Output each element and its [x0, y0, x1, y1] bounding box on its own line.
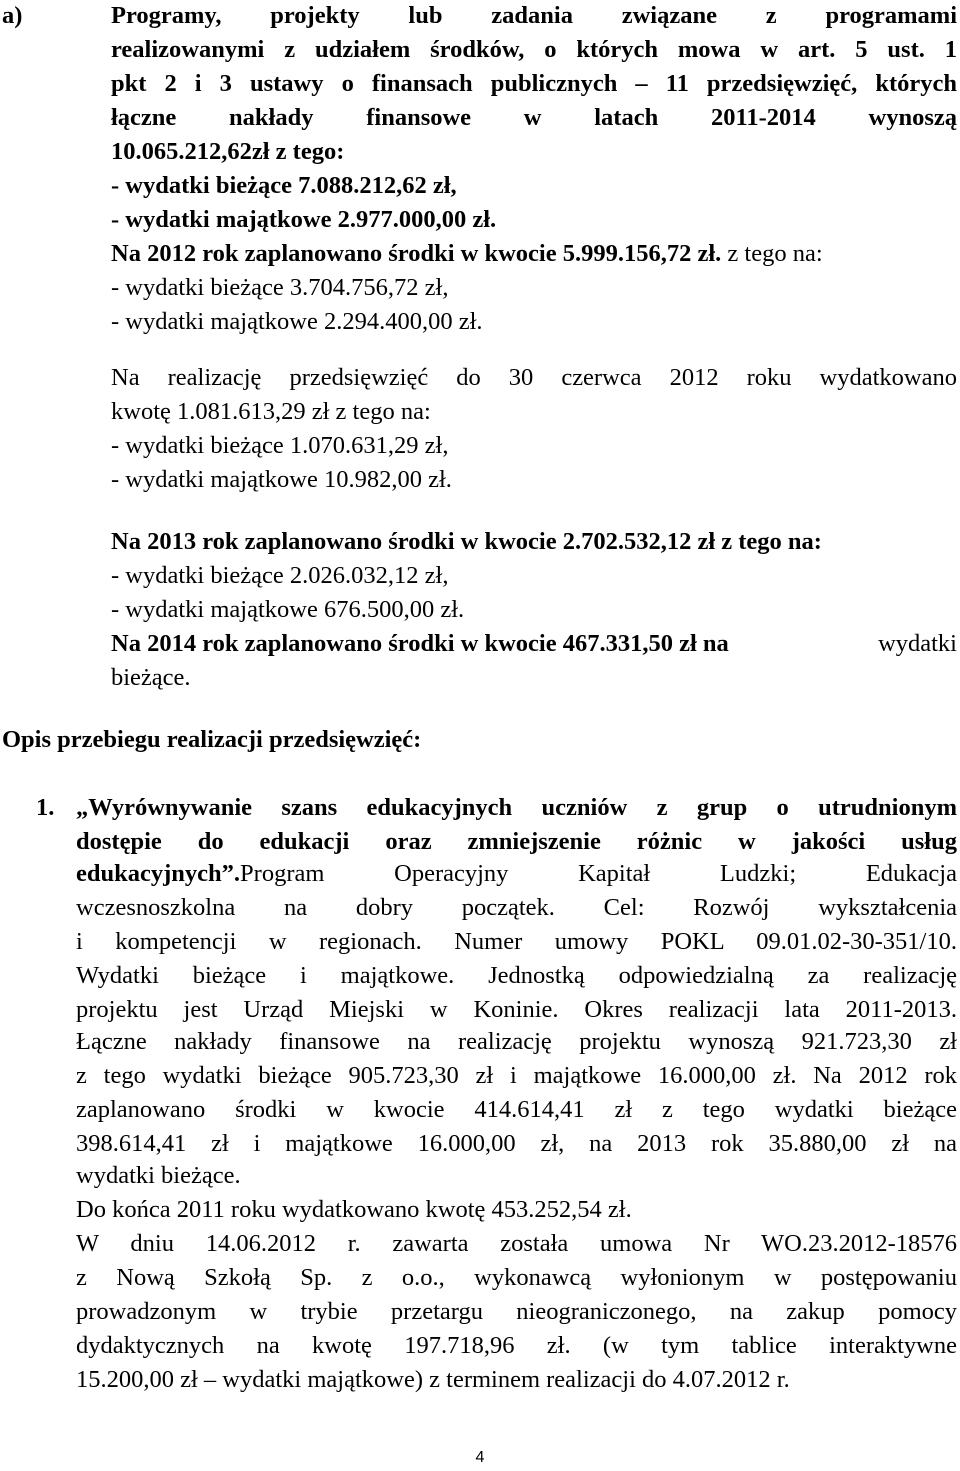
- plan-2013-item: - wydatki bieżące 2.026.032,12 zł,: [111, 562, 449, 589]
- item-body-line: zaplanowano środki w kwocie 414.614,41 zł z tego wydatki bieżące: [76, 1098, 957, 1123]
- section-a-line: Programy, projekty lub zadania związane z programami: [111, 4, 957, 29]
- item-body-line: 15.200,00 zł – wydatki majątkowe) z terminem realizacji do 4.07.2012 r.: [76, 1366, 790, 1393]
- section-a-line: - wydatki bieżące 7.088.212,62 zł,: [111, 172, 457, 199]
- plan-2013-head: Na 2013 rok zaplanowano środki w kwocie 2.702.532,12 zł z tego na:: [111, 528, 822, 555]
- plan-2012-head: Na 2012 rok zaplanowano środki w kwocie 5.999.156,72 zł.: [111, 240, 722, 267]
- item-body-line: Łączne nakłady finansowe na realizację projektu wynoszą 921.723,30 zł: [76, 1030, 957, 1055]
- section-heading: Opis przebiegu realizacji przedsięwzięć:: [2, 726, 422, 753]
- item-title-line: „Wyrównywanie szans edukacyjnych uczniów z grup o utrudnionym: [76, 796, 957, 821]
- item-program-text: Program Operacyjny Kapitał Ludzki; Edukacja: [240, 862, 957, 887]
- item-body-line: Do końca 2011 roku wydatkowano kwotę 453.252,54 zł.: [76, 1196, 632, 1223]
- item-body-line: dydaktycznych na kwotę 197.718,96 zł. (w tym tablice interaktywne: [76, 1334, 957, 1359]
- section-a-line: realizowanymi z udziałem środków, o których mowa w art. 5 ust. 1: [111, 38, 957, 63]
- exec-2012-line: kwotę 1.081.613,29 zł z tego na:: [111, 398, 431, 425]
- exec-2012-item: - wydatki majątkowe 10.982,00 zł.: [111, 466, 452, 493]
- section-a-line: pkt 2 i 3 ustawy o finansach publicznych – 11 przedsięwzięć, których: [111, 72, 957, 97]
- item-body-line: projektu jest Urząd Miejski w Koninie. Okres realizacji lata 2011-2013.: [76, 998, 957, 1023]
- item-body-line: Wydatki bieżące i majątkowe. Jednostką odpowiedzialną za realizację: [76, 964, 957, 989]
- item-body-line: prowadzonym w trybie przetargu nieograniczonego, na zakup pomocy: [76, 1300, 957, 1325]
- item-body-line: z tego wydatki bieżące 905.723,30 zł i majątkowe 16.000,00 zł. Na 2012 rok: [76, 1064, 957, 1089]
- plan-2014-line: [111, 632, 957, 657]
- item-title-end-line: [76, 862, 957, 892]
- item-body-line: wczesnoszkolna na dobry początek. Cel: Rozwój wykształcenia: [76, 896, 957, 921]
- item-body-line: W dniu 14.06.2012 r. zawarta została umowa Nr WO.23.2012-18576: [76, 1232, 957, 1257]
- item-body-line: z Nową Szkołą Sp. z o.o., wykonawcą wyłonionym w postępowaniu: [76, 1266, 957, 1291]
- page-number: 4: [475, 1449, 485, 1466]
- item-title-line: dostępie do edukacji oraz zmniejszenie różnic w jakości usług: [76, 830, 957, 855]
- plan-2014-line2: bieżące.: [111, 664, 191, 691]
- exec-2012-item: - wydatki bieżące 1.070.631,29 zł,: [111, 432, 449, 459]
- exec-2012-line: Na realizację przedsięwzięć do 30 czerwca 2012 roku wydatkowano: [111, 366, 957, 391]
- item-title-end: edukacyjnych”.: [76, 860, 241, 887]
- item-body-line: wydatki bieżące.: [76, 1162, 241, 1189]
- plan-2012-item: - wydatki majątkowe 2.294.400,00 zł.: [111, 308, 483, 335]
- plan-2013-item: - wydatki majątkowe 676.500,00 zł.: [111, 596, 465, 623]
- plan-2014-head: Na 2014 rok zaplanowano środki w kwocie 467.331,50 zł na: [111, 630, 729, 657]
- plan-2012-tail: z tego na:: [721, 240, 823, 267]
- item-body-line: 398.614,41 zł i majątkowe 16.000,00 zł, na 2013 rok 35.880,00 zł na: [76, 1132, 957, 1157]
- section-a-line: 10.065.212,62zł z tego:: [111, 138, 345, 165]
- item-number: 1.: [36, 794, 55, 821]
- section-a-line: - wydatki majątkowe 2.977.000,00 zł.: [111, 206, 497, 233]
- plan-2014-tail: wydatki: [878, 630, 957, 657]
- item-body-line: i kompetencji w regionach. Numer umowy POKL 09.01.02-30-351/10.: [76, 930, 957, 955]
- plan-2012-item: - wydatki bieżące 3.704.756,72 zł,: [111, 274, 449, 301]
- section-a-line: łączne nakłady finansowe w latach 2011-2014 wynoszą: [111, 106, 957, 131]
- section-a-marker: a): [2, 2, 23, 29]
- plan-2012-line: [111, 242, 823, 267]
